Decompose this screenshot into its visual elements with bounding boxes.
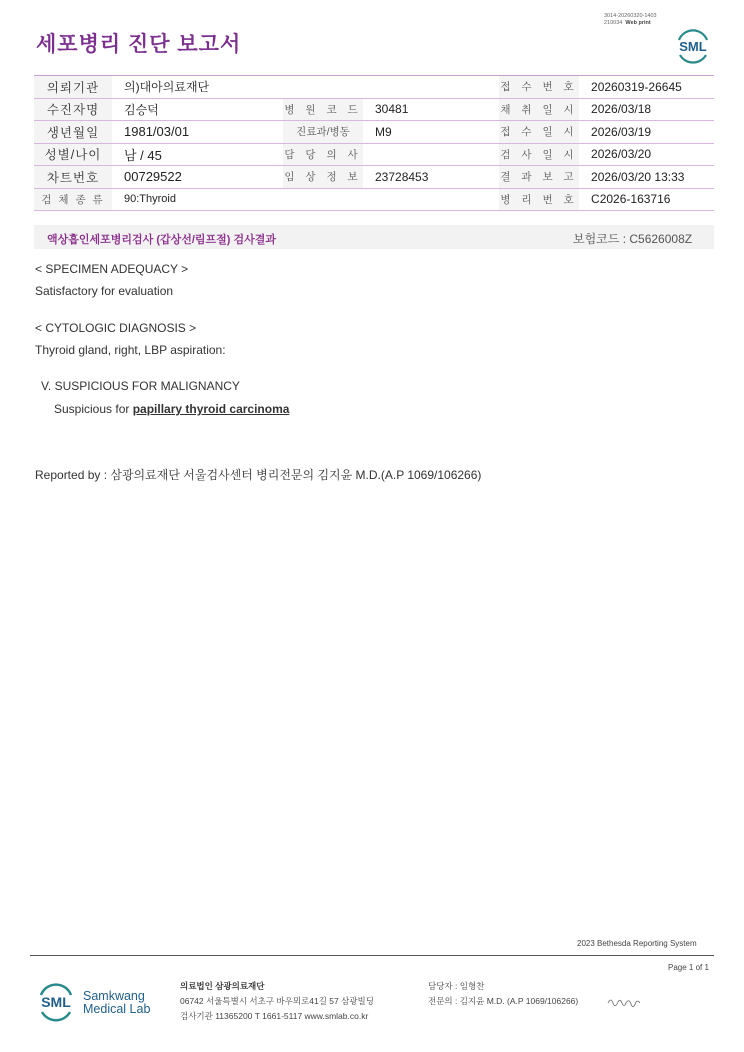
- table-row: [34, 143, 714, 166]
- staff-label: 담당자 :: [428, 981, 458, 991]
- label-collection-date: 채 취 일 시: [499, 98, 579, 121]
- sml-logo-text: SML: [679, 39, 707, 54]
- label-patient-name: 수진자명: [34, 98, 112, 121]
- value-result-report: 2026/03/20 13:33: [579, 166, 714, 189]
- reported-by: Reported by : 삼광의료재단 서울검사센터 병리전문의 김지윤 M.D.(A.P 1069/106266): [35, 468, 482, 482]
- value-collection-date: 2026/03/18: [579, 98, 714, 121]
- sml-footer-logo-icon: [36, 980, 76, 1024]
- label-accession-number: 접 수 번 호: [499, 76, 579, 99]
- diagnosis-detail-prefix: Suspicious for: [54, 402, 133, 416]
- value-exam-date: 2026/03/20: [579, 143, 714, 166]
- lab-name-line1: Samkwang: [83, 989, 145, 1003]
- value-patient-name: 김승덕: [112, 98, 283, 121]
- value-sex-age: 남 / 45: [112, 143, 283, 166]
- label-pathology-number: 병 리 번 호: [499, 188, 579, 211]
- footer-divider: [30, 955, 714, 956]
- insurance-code: 보험코드 : C5626008Z: [573, 232, 693, 246]
- value-hospital-code: 30481: [363, 98, 499, 121]
- page-indicator: Page 1 of 1: [668, 963, 709, 972]
- table-row: [34, 98, 714, 121]
- label-requesting-institution: 의뢰기관: [34, 76, 112, 99]
- signature-icon: [606, 994, 642, 1008]
- sml-logo-icon: [674, 26, 712, 64]
- lab-name-line2: Medical Lab: [83, 1002, 151, 1016]
- footer-contact: 검사기관 11365200 T 1661-5117 www.smlab.co.kr: [180, 1011, 369, 1021]
- value-chart-number: 00729522: [112, 166, 283, 189]
- table-row: [34, 166, 714, 189]
- footer-address: 06742 서울특별시 서초구 바우뫼로41길 57 삼광빌딩: [180, 996, 374, 1006]
- value-specimen-type: 90:Thyroid: [112, 188, 499, 211]
- label-receipt-date: 접 수 일 시: [499, 121, 579, 144]
- label-result-report: 결 과 보 고: [499, 166, 579, 189]
- value-accession-number: 20260319-26645: [579, 76, 714, 99]
- value-department-ward: M9: [363, 121, 499, 144]
- report-title: 세포병리 진단 보고서: [36, 33, 242, 56]
- adequacy-heading: < SPECIMEN ADEQUACY >: [35, 262, 189, 276]
- diagnosis-detail: [54, 402, 289, 416]
- label-birth-date: 생년월일: [34, 121, 112, 144]
- value-attending-doctor: [363, 143, 499, 166]
- patient-info-table: [34, 75, 714, 211]
- specialist-label: 전문의 :: [428, 996, 458, 1006]
- diagnosis-site: Thyroid gland, right, LBP aspiration:: [35, 343, 226, 357]
- table-row: [34, 121, 714, 144]
- diagnosis-term: papillary thyroid carcinoma: [132, 402, 290, 416]
- sml-footer-logo-text: SML: [41, 994, 71, 1010]
- value-pathology-number: C2026-163716: [579, 188, 714, 211]
- value-birth-date: 1981/03/01: [112, 121, 283, 144]
- label-clinical-info: 임 상 정 보: [283, 166, 363, 189]
- label-exam-date: 검 사 일 시: [499, 143, 579, 166]
- print-code: [604, 13, 657, 27]
- diagnostic-category: V. SUSPICIOUS FOR MALIGNANCY: [41, 379, 240, 393]
- footer-org: 의료법인 삼광의료재단: [180, 981, 265, 991]
- print-code-line1: 3014-20260320-1403: [604, 13, 657, 19]
- footer-staff-block: [428, 979, 578, 1009]
- label-hospital-code: 병 원 코 드: [283, 98, 363, 121]
- print-label: Web print: [625, 20, 651, 26]
- adequacy-text: Satisfactory for evaluation: [35, 284, 174, 298]
- label-specimen-type: 검 체 종 류: [34, 188, 112, 211]
- footer-org-block: [180, 979, 374, 1024]
- specialist-name: 김지윤 M.D. (A.P 1069/106266): [459, 996, 579, 1006]
- test-name: 액상흡인세포병리검사 (갑상선/림프절) 검사결과: [47, 234, 277, 246]
- table-row: [34, 76, 714, 99]
- value-clinical-info: 23728453: [363, 166, 499, 189]
- staff-name: 임형찬: [459, 981, 485, 991]
- table-row: [34, 188, 714, 211]
- print-code-line2: 210034: [604, 20, 623, 26]
- value-receipt-date: 2026/03/19: [579, 121, 714, 144]
- label-attending-doctor: 담 당 의 사: [283, 143, 363, 166]
- value-requesting-institution: 의)대아의료재단: [112, 76, 499, 99]
- label-sex-age: 성별/나이: [34, 143, 112, 166]
- reporting-system: 2023 Bethesda Reporting System: [577, 939, 697, 948]
- diagnosis-heading: < CYTOLOGIC DIAGNOSIS >: [35, 321, 197, 335]
- lab-name: [83, 990, 150, 1016]
- label-chart-number: 차트번호: [34, 166, 112, 189]
- label-department-ward: 진료과/병동: [283, 121, 363, 144]
